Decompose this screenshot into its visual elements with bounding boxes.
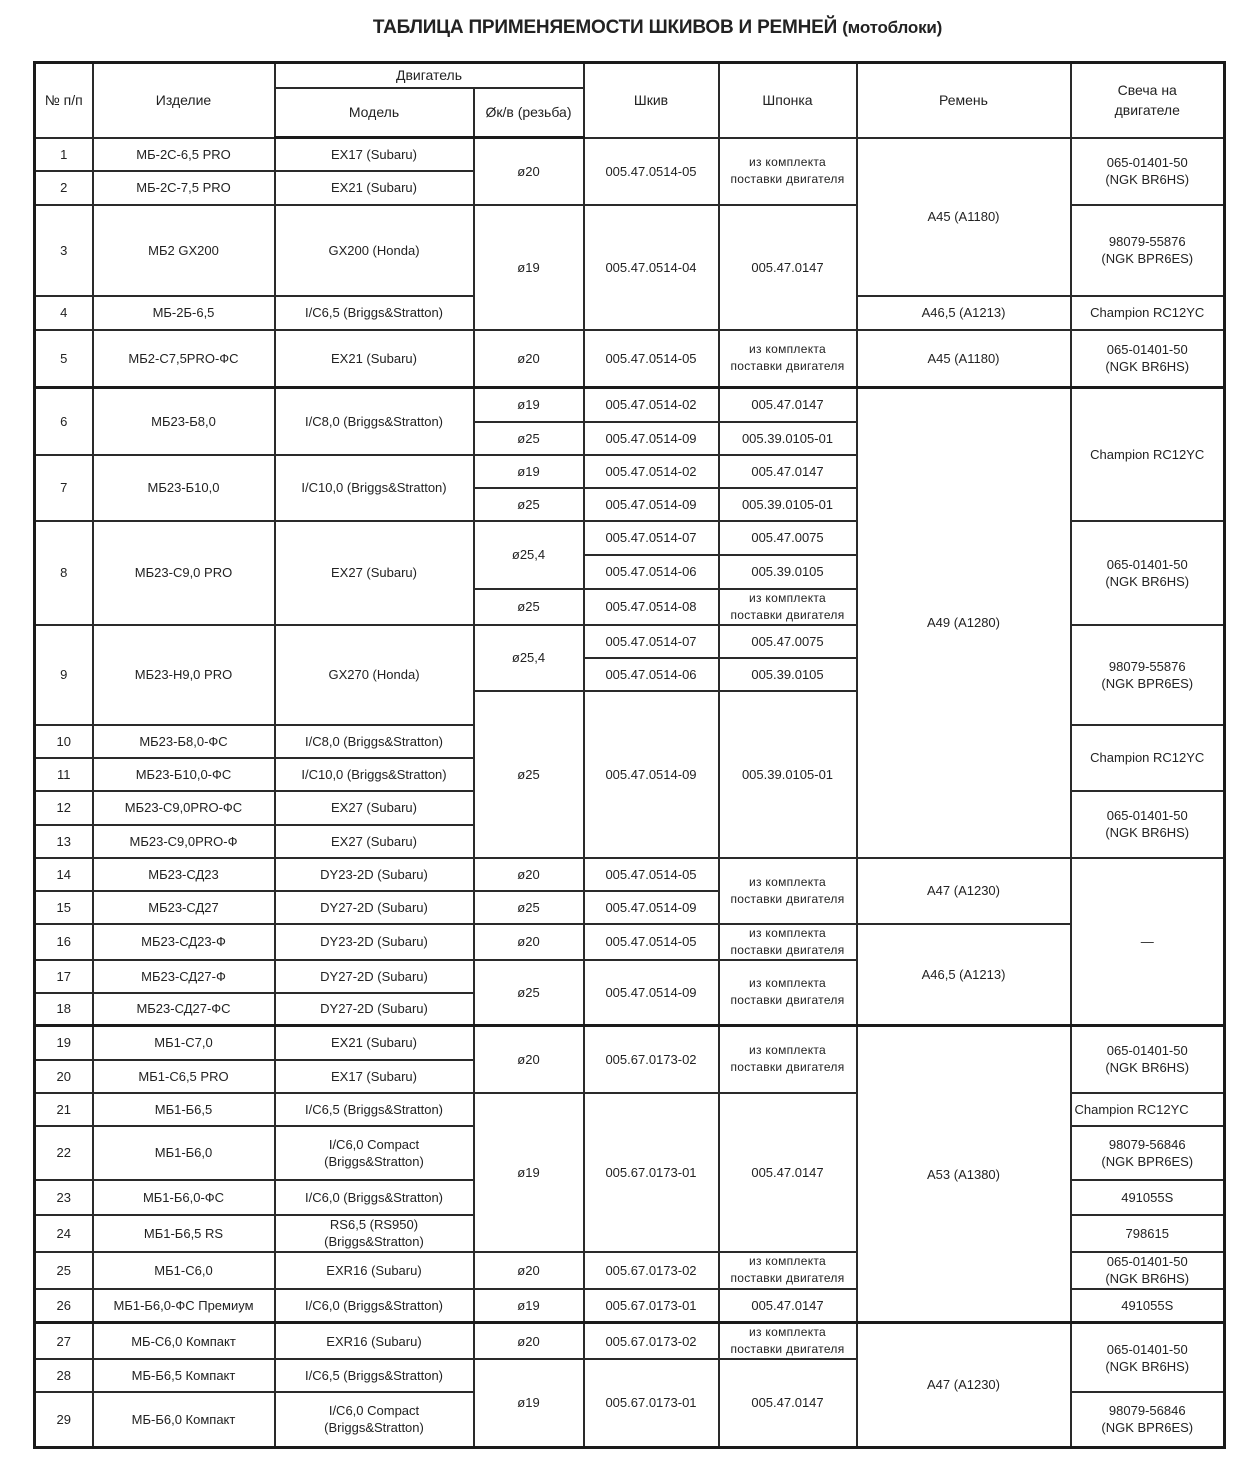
engine-model-cell: EX21 (Subaru) (275, 330, 474, 388)
shaft-diameter-cell: ø20 (474, 1026, 584, 1093)
product-cell: МБ1-С6,5 PRO (93, 1060, 275, 1093)
product-cell: МБ23-СД23-Ф (93, 924, 275, 960)
row-number: 10 (35, 725, 93, 758)
belt-cell: A46,5 (A1213) (857, 924, 1071, 1026)
pulley-cell: 005.67.0173-01 (584, 1359, 719, 1447)
shaft-diameter-cell: ø25,4 (474, 625, 584, 691)
row-number: 17 (35, 960, 93, 993)
engine-model-cell: I/C10,0 (Briggs&Stratton) (275, 455, 474, 521)
key-cell: из комплекта поставки двигателя (719, 589, 857, 625)
shaft-diameter-cell: ø20 (474, 330, 584, 388)
engine-model-cell: I/C6,5 (Briggs&Stratton) (275, 1359, 474, 1392)
table-row (35, 924, 1225, 960)
product-cell: МБ1-С7,0 (93, 1026, 275, 1060)
pulley-cell: 005.47.0514-09 (584, 422, 719, 455)
row-number: 8 (35, 521, 93, 625)
shaft-diameter-cell: ø20 (474, 1252, 584, 1289)
spark-plug-cell: 98079-55876 (NGK BPR6ES) (1071, 625, 1225, 725)
engine-model-cell: GX200 (Honda) (275, 205, 474, 296)
engine-model-cell: EX21 (Subaru) (275, 1026, 474, 1060)
product-cell: МБ2-С7,5PRO-ФС (93, 330, 275, 388)
pulley-cell: 005.47.0514-02 (584, 388, 719, 422)
row-number: 14 (35, 858, 93, 891)
product-cell: МБ1-Б6,0 (93, 1126, 275, 1180)
row-number: 1 (35, 138, 93, 171)
belt-cell: A45 (A1180) (857, 330, 1071, 388)
pulley-cell: 005.47.0514-08 (584, 589, 719, 625)
applicability-table (33, 61, 1226, 1449)
engine-model-cell: I/C6,5 (Briggs&Stratton) (275, 1093, 474, 1126)
row-number: 2 (35, 171, 93, 205)
table-header (35, 63, 1225, 138)
belt-cell: A45 (A1180) (857, 138, 1071, 296)
engine-model-cell: EX27 (Subaru) (275, 521, 474, 625)
engine-model-cell: EX21 (Subaru) (275, 171, 474, 205)
spark-plug-cell: 491055S (1071, 1289, 1225, 1323)
key-cell: 005.47.0147 (719, 1093, 857, 1252)
row-number: 4 (35, 296, 93, 330)
shaft-diameter-cell: ø25 (474, 691, 584, 858)
row-number: 13 (35, 825, 93, 858)
shaft-diameter-cell: ø25 (474, 891, 584, 924)
pulley-cell: 005.47.0514-09 (584, 691, 719, 858)
pulley-cell: 005.47.0514-06 (584, 658, 719, 691)
key-cell: из комплекта поставки двигателя (719, 1323, 857, 1360)
pulley-cell: 005.47.0514-06 (584, 555, 719, 589)
shaft-diameter-cell: ø20 (474, 924, 584, 960)
pulley-cell: 005.47.0514-05 (584, 138, 719, 205)
product-cell: МБ23-С9,0PRO-Ф (93, 825, 275, 858)
engine-model-cell: RS6,5 (RS950) (Briggs&Stratton) (275, 1215, 474, 1252)
shaft-diameter-cell: ø19 (474, 455, 584, 488)
product-cell: МБ1-Б6,0-ФС Премиум (93, 1289, 275, 1323)
key-cell: 005.39.0105-01 (719, 422, 857, 455)
belt-cell: A47 (A1230) (857, 1323, 1071, 1448)
table-row (35, 330, 1225, 388)
key-cell: 005.47.0075 (719, 521, 857, 555)
pulley-cell: 005.47.0514-05 (584, 924, 719, 960)
pulley-cell: 005.47.0514-04 (584, 205, 719, 330)
key-cell: 005.47.0147 (719, 1289, 857, 1323)
header-diameter: Øк/в (резьба) (474, 88, 584, 138)
table-row (35, 1026, 1225, 1060)
engine-model-cell: GX270 (Honda) (275, 625, 474, 725)
shaft-diameter-cell: ø20 (474, 1323, 584, 1360)
title-main: ТАБЛИЦА ПРИМЕНЯЕМОСТИ ШКИВОВ И РЕМНЕЙ (372, 17, 838, 38)
pulley-cell: 005.47.0514-02 (584, 455, 719, 488)
pulley-cell: 005.47.0514-09 (584, 891, 719, 924)
spark-plug-cell: 065-01401-50 (NGK BR6HS) (1071, 138, 1225, 205)
pulley-cell: 005.67.0173-02 (584, 1252, 719, 1289)
key-cell: из комплекта поставки двигателя (719, 138, 857, 205)
row-number: 29 (35, 1392, 93, 1447)
spark-plug-cell: 98079-55876 (NGK BPR6ES) (1071, 205, 1225, 296)
pulley-cell: 005.47.0514-05 (584, 858, 719, 891)
engine-model-cell: I/C6,0 Compact (Briggs&Stratton) (275, 1392, 474, 1447)
engine-model-cell: EX17 (Subaru) (275, 138, 474, 171)
row-number: 12 (35, 791, 93, 825)
row-number: 9 (35, 625, 93, 725)
header-engine: Двигатель (275, 63, 584, 88)
header-no: № п/п (35, 63, 93, 138)
key-cell: 005.47.0147 (719, 205, 857, 330)
header-row (35, 63, 1225, 88)
engine-model-cell: I/C10,0 (Briggs&Stratton) (275, 758, 474, 791)
pulley-cell: 005.67.0173-02 (584, 1026, 719, 1093)
key-cell: 005.39.0105 (719, 555, 857, 589)
key-cell: из комплекта поставки двигателя (719, 330, 857, 388)
key-cell: из комплекта поставки двигателя (719, 1252, 857, 1289)
header-model: Модель (275, 88, 474, 138)
row-number: 26 (35, 1289, 93, 1323)
row-number: 25 (35, 1252, 93, 1289)
engine-model-cell: DY27-2D (Subaru) (275, 960, 474, 993)
engine-model-cell: I/C6,0 Compact (Briggs&Stratton) (275, 1126, 474, 1180)
product-cell: МБ-2Б-6,5 (93, 296, 275, 330)
table-row (35, 858, 1225, 891)
spark-plug-cell: 065-01401-50 (NGK BR6HS) (1071, 521, 1225, 625)
shaft-diameter-cell: ø25 (474, 422, 584, 455)
row-number: 5 (35, 330, 93, 388)
pulley-cell: 005.47.0514-09 (584, 488, 719, 521)
spark-plug-cell: Champion RC12YC (1071, 1093, 1225, 1126)
spark-plug-cell: 798615 (1071, 1215, 1225, 1252)
product-cell: МБ1-С6,0 (93, 1252, 275, 1289)
header-product: Изделие (93, 63, 275, 138)
engine-model-cell: I/C8,0 (Briggs&Stratton) (275, 388, 474, 455)
product-cell: МБ23-Б10,0-ФС (93, 758, 275, 791)
key-cell: из комплекта поставки двигателя (719, 960, 857, 1026)
product-cell: МБ23-С9,0PRO-ФС (93, 791, 275, 825)
shaft-diameter-cell: ø25,4 (474, 521, 584, 589)
shaft-diameter-cell: ø25 (474, 960, 584, 1026)
shaft-diameter-cell: ø25 (474, 488, 584, 521)
key-cell: 005.47.0147 (719, 388, 857, 422)
product-cell: МБ-2С-7,5 PRO (93, 171, 275, 205)
product-cell: МБ1-Б6,0-ФС (93, 1180, 275, 1215)
product-cell: МБ-Б6,5 Компакт (93, 1359, 275, 1392)
shaft-diameter-cell: ø19 (474, 205, 584, 330)
spark-plug-cell: Champion RC12YC (1071, 725, 1225, 791)
pulley-cell: 005.67.0173-01 (584, 1093, 719, 1252)
spark-plug-cell: 065-01401-50 (NGK BR6HS) (1071, 330, 1225, 388)
spark-plug-cell: 98079-56846 (NGK BPR6ES) (1071, 1126, 1225, 1180)
spark-plug-cell: 491055S (1071, 1180, 1225, 1215)
table-row (35, 1323, 1225, 1360)
shaft-diameter-cell: ø25 (474, 589, 584, 625)
table-body (35, 138, 1225, 1448)
product-cell: МБ23-Б8,0-ФС (93, 725, 275, 758)
product-cell: МБ23-Б10,0 (93, 455, 275, 521)
product-cell: МБ-С6,0 Компакт (93, 1323, 275, 1360)
pulley-cell: 005.47.0514-05 (584, 330, 719, 388)
pulley-cell: 005.47.0514-07 (584, 521, 719, 555)
spark-plug-cell: 98079-56846 (NGK BPR6ES) (1071, 1392, 1225, 1447)
row-number: 27 (35, 1323, 93, 1360)
product-cell: МБ23-СД23 (93, 858, 275, 891)
engine-model-cell: DY23-2D (Subaru) (275, 858, 474, 891)
key-cell: 005.47.0147 (719, 455, 857, 488)
shaft-diameter-cell: ø19 (474, 1093, 584, 1252)
table-row (35, 388, 1225, 422)
document-title (0, 17, 1242, 39)
key-cell: 005.47.0147 (719, 1359, 857, 1447)
header-plug: Свеча на двигателе (1071, 63, 1225, 138)
pulley-cell: 005.67.0173-02 (584, 1323, 719, 1360)
header-belt: Ремень (857, 63, 1071, 138)
belt-cell: A46,5 (A1213) (857, 296, 1071, 330)
key-cell: 005.39.0105-01 (719, 488, 857, 521)
row-number: 19 (35, 1026, 93, 1060)
engine-model-cell: DY27-2D (Subaru) (275, 891, 474, 924)
row-number: 23 (35, 1180, 93, 1215)
product-cell: МБ23-СД27-ФС (93, 993, 275, 1026)
spark-plug-cell: Champion RC12YC (1071, 388, 1225, 521)
product-cell: МБ-Б6,0 Компакт (93, 1392, 275, 1447)
spark-plug-cell: 065-01401-50 (NGK BR6HS) (1071, 1323, 1225, 1393)
spark-plug-cell: 065-01401-50 (NGK BR6HS) (1071, 1026, 1225, 1093)
row-number: 28 (35, 1359, 93, 1392)
row-number: 21 (35, 1093, 93, 1126)
key-cell: из комплекта поставки двигателя (719, 858, 857, 924)
engine-model-cell: EXR16 (Subaru) (275, 1252, 474, 1289)
spark-plug-cell: 065-01401-50 (NGK BR6HS) (1071, 1252, 1225, 1289)
engine-model-cell: DY23-2D (Subaru) (275, 924, 474, 960)
key-cell: 005.39.0105 (719, 658, 857, 691)
shaft-diameter-cell: ø19 (474, 1359, 584, 1447)
shaft-diameter-cell: ø20 (474, 138, 584, 205)
row-number: 6 (35, 388, 93, 455)
key-cell: 005.39.0105-01 (719, 691, 857, 858)
key-cell: 005.47.0075 (719, 625, 857, 658)
row-number: 24 (35, 1215, 93, 1252)
pulley-cell: 005.47.0514-07 (584, 625, 719, 658)
row-number: 20 (35, 1060, 93, 1093)
pulley-cell: 005.47.0514-09 (584, 960, 719, 1026)
engine-model-cell: EXR16 (Subaru) (275, 1323, 474, 1360)
product-cell: МБ23-С9,0 PRO (93, 521, 275, 625)
engine-model-cell: I/C8,0 (Briggs&Stratton) (275, 725, 474, 758)
engine-model-cell: EX27 (Subaru) (275, 791, 474, 825)
engine-model-cell: EX17 (Subaru) (275, 1060, 474, 1093)
key-cell: из комплекта поставки двигателя (719, 924, 857, 960)
row-number: 16 (35, 924, 93, 960)
product-cell: МБ-2С-6,5 PRO (93, 138, 275, 171)
title-sub: (мотоблоки) (842, 18, 943, 37)
product-cell: МБ23-Б8,0 (93, 388, 275, 455)
engine-model-cell: DY27-2D (Subaru) (275, 993, 474, 1026)
pulley-cell: 005.67.0173-01 (584, 1289, 719, 1323)
product-cell: МБ23-СД27-Ф (93, 960, 275, 993)
spark-plug-cell: — (1071, 858, 1225, 1026)
belt-cell: A53 (A1380) (857, 1026, 1071, 1323)
engine-model-cell: I/C6,0 (Briggs&Stratton) (275, 1180, 474, 1215)
engine-model-cell: EX27 (Subaru) (275, 825, 474, 858)
shaft-diameter-cell: ø19 (474, 388, 584, 422)
row-number: 7 (35, 455, 93, 521)
key-cell: из комплекта поставки двигателя (719, 1026, 857, 1093)
spark-plug-cell: 065-01401-50 (NGK BR6HS) (1071, 791, 1225, 858)
row-number: 22 (35, 1126, 93, 1180)
product-cell: МБ23-СД27 (93, 891, 275, 924)
row-number: 11 (35, 758, 93, 791)
header-pulley: Шкив (584, 63, 719, 138)
shaft-diameter-cell: ø19 (474, 1289, 584, 1323)
engine-model-cell: I/C6,0 (Briggs&Stratton) (275, 1289, 474, 1323)
product-cell: МБ1-Б6,5 RS (93, 1215, 275, 1252)
header-key: Шпонка (719, 63, 857, 138)
row-number: 15 (35, 891, 93, 924)
engine-model-cell: I/C6,5 (Briggs&Stratton) (275, 296, 474, 330)
table-row (35, 138, 1225, 171)
product-cell: МБ23-Н9,0 PRO (93, 625, 275, 725)
product-cell: МБ2 GX200 (93, 205, 275, 296)
row-number: 18 (35, 993, 93, 1026)
belt-cell: A49 (A1280) (857, 388, 1071, 858)
spark-plug-cell: Champion RC12YC (1071, 296, 1225, 330)
belt-cell: A47 (A1230) (857, 858, 1071, 924)
row-number: 3 (35, 205, 93, 296)
product-cell: МБ1-Б6,5 (93, 1093, 275, 1126)
shaft-diameter-cell: ø20 (474, 858, 584, 891)
